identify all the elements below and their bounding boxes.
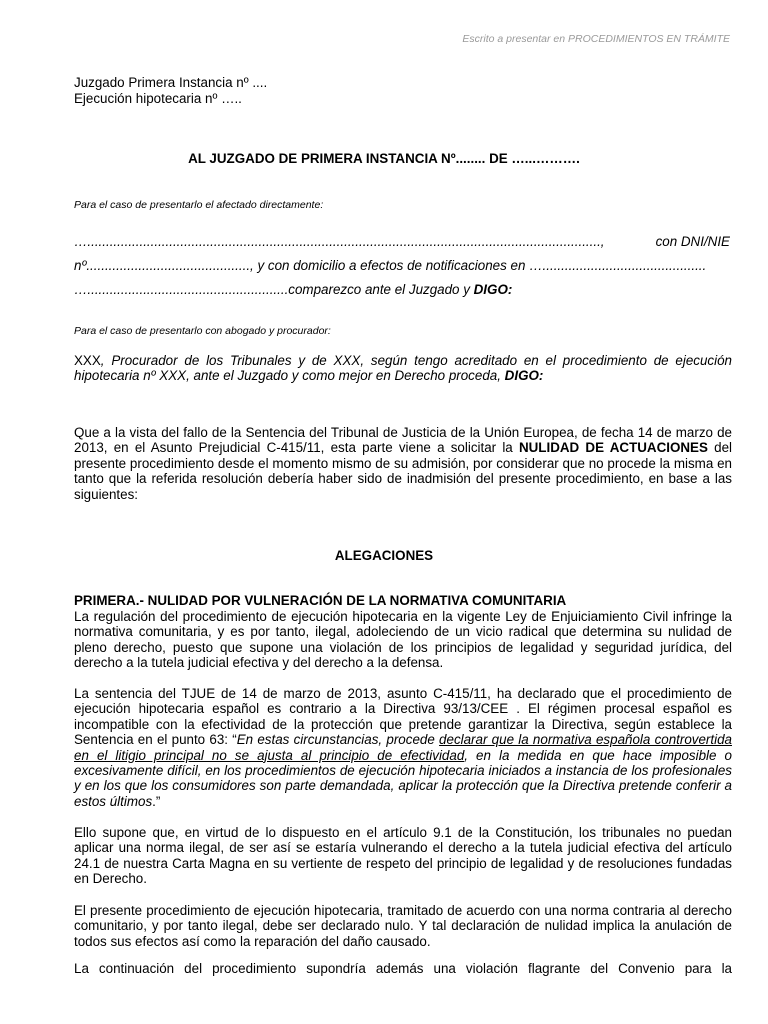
p2-lead: La sentencia del TJUE de 14 de marzo de 2013, asunto C-415/11, ha declarado que el procedimiento de ejecución hipotecaria español es contrario a la Directiva 93/13/CEE . El régimen procesal español es incompatible con la efectividad de la protección que pretende garantizar la Directiva, según establece la Sentencia en el punto 63: “ [74,686,732,748]
primera-paragraph-1: La regulación del procedimiento de ejecución hipotecaria en la vigente Ley de Enjuiciamiento Civil infringe la normativa comunitaria, y es por tanto, ilegal, adoleciendo de un vicio radical que determina su nulidad de pleno derecho, puesto que supone una violación de los principios de legalidad y seguridad jurídica, del derecho a la tutela judicial efectiva y del derecho a la defensa. [74,609,732,671]
alegaciones-heading: ALEGACIONES [334,548,434,563]
direct-label: Para el caso de presentarlo el afectado directamente: [74,199,324,211]
intro-bold: NULIDAD DE ACTUACIONES [518,440,708,456]
lawyer-lead: XXX [74,353,101,368]
court-line: Juzgado Primera Instancia nº .... [74,75,268,90]
p2-quote-underlined: declarar que la normativa española controvertida en el litigio principal no se ajusta al principio de efectividad [74,732,732,763]
lawyer-digo: DIGO: [504,368,544,384]
execution-line: Ejecución hipotecaria nº ….. [74,91,242,106]
direct-line-3 [74,282,730,298]
direct-line-1 [74,234,730,250]
intro-paragraph [74,425,732,502]
header-note: Escrito a presentar en PROCEDIMIENTOS EN TRÁMITE [462,33,730,45]
lawyer-body: , Procurador de los Tribunales y de XXX, según tengo acreditado en el procedimiento de ejecución hipotecaria nº XXX, ante el Juzgado y como mejor en Derecho proceda, [74,353,732,384]
addressee-heading: AL JUZGADO DE PRIMERA INSTANCIA Nº........ DE …...………. [188,151,580,166]
primera-paragraph-2 [74,686,732,809]
direct-digo: DIGO: [473,282,513,297]
primera-paragraph-4: El presente procedimiento de ejecución hipotecaria, tramitado de acuerdo con una norma contraria al derecho comunitario, y por tanto ilegal, debe ser declarado nulo. Y tal declaración de nulidad implica la anulación de todos sus efectos así como la reparación del daño causado. [74,903,732,949]
direct-line-1-dots: ….........................................................................................................................................., [74,234,605,249]
p2-end: .” [152,793,161,809]
lawyer-label: Para el caso de presentarlo con abogado y procurador: [74,325,331,337]
intro-part2: del presente procedimiento desde el momento mismo de su admisión, por considerar que no procede la misma en tanto que la referida resolución debería haber sido de inadmisión del presente procedimiento, en base a las siguientes: [74,440,733,502]
p2-quote-start: En estas circunstancias, procede [236,732,440,748]
p2-quote-rest: , en la medida en que hace imposible o excesivamente difícil, en los procedimientos de ejecución hipotecaria iniciados a instancia de los profesionales y en los que los consumidores son parte demandada, aplicar la protección que la Directiva pretende conferir a estos últimos [74,747,732,809]
court-reference [74,75,267,107]
primera-paragraph-5: La continuación del procedimiento supondría además una violación flagrante del Convenio para la [74,961,732,976]
lawyer-paragraph [74,353,732,384]
primera-paragraph-3: Ello supone que, en virtud de lo dispuesto en el artículo 9.1 de la Constitución, los tribunales no puedan aplicar una norma ilegal, de ser así se estaría vulnerando el derecho a la tutela judicial efectiva del artículo 24.1 de nuestra Carta Magna en su vertiente de respeto del principio de legalidad y de resoluciones fundadas en Derecho. [74,825,732,887]
primera-title: PRIMERA.- NULIDAD POR VULNERACIÓN DE LA NORMATIVA COMUNITARIA [74,593,567,608]
direct-line-2: nº............................................, y con domicilio a efectos de notificaciones en …............................................ [74,258,707,273]
direct-line-3-text: …......................................................comparezco ante el Juzgado y [74,282,474,297]
direct-line-1-end: con DNI/NIE [655,234,730,249]
intro-part1: Que a la vista del fallo de la Sentencia del Tribunal de Justicia de la Unión Europea, de fecha 14 de marzo de 2013, en el Asunto Prejudicial C-415/11, esta parte viene a solicitar la [74,425,732,456]
